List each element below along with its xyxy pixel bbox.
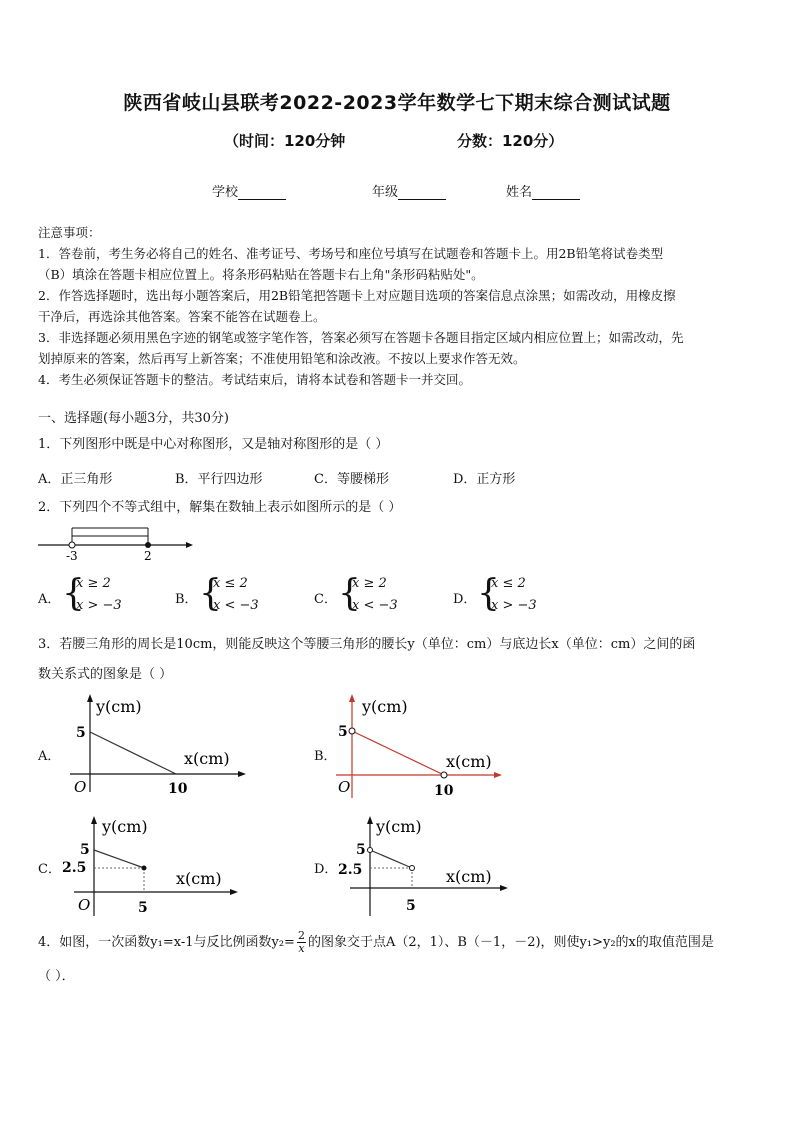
option-line2: x < −3: [352, 598, 398, 613]
q1-option-d[interactable]: D．正方形: [453, 472, 516, 487]
q2-number-line: [36, 522, 196, 564]
y-tick-label: 5: [338, 724, 348, 740]
note-line: 划掉原来的答案，然后再写上新答案；不准使用铅笔和涂改液。不按以上要求作答无效。: [38, 351, 526, 366]
q2-option-b[interactable]: [175, 574, 305, 618]
y-tick-top: 5: [80, 842, 90, 858]
y-tick-mid: 2.5: [338, 862, 363, 878]
y-axis-label: y(cm): [96, 697, 142, 716]
brace-icon: {: [199, 573, 222, 614]
q4-stem-part-a: 4．如图，一次函数y₁=x-1与反比例函数y₂=: [38, 935, 295, 950]
exam-time: （时间：120分钟: [224, 132, 346, 150]
note-line: 2．作答选择题时，选出每小题答案后，用2B铅笔把答题卡上对应题目选项的答案信息点涂黑；如需改动，用橡皮擦: [38, 288, 676, 303]
q3-option-b[interactable]: B．: [314, 749, 337, 764]
grade-field: [372, 181, 446, 200]
brace-icon: {: [338, 573, 361, 614]
page-title: 陕西省岐山县联考2022-2023学年数学七下期末综合测试试题: [123, 92, 671, 114]
x-tick-label: 5: [138, 900, 148, 916]
option-line2: x > −3: [76, 598, 122, 613]
y-axis-label: y(cm): [362, 697, 408, 716]
origin-label: O: [78, 896, 91, 914]
q3-graph-d: [336, 812, 511, 920]
option-letter: C．: [314, 592, 337, 607]
q3-graph-b: [330, 692, 505, 804]
option-line1: x ≤ 2: [491, 576, 526, 591]
note-line: 3．非选择题必须用黑色字迹的钢笔或签字笔作答，答案必须写在答题卡各题目指定区域内相应位置上；如需改动，先: [38, 330, 684, 345]
school-field: [212, 181, 286, 200]
school-label: 学校: [212, 185, 239, 200]
q4-fraction: [297, 930, 306, 955]
q1-option-a[interactable]: A．正三角形: [38, 472, 113, 487]
x-tick-label: 10: [434, 783, 454, 799]
x-axis-label: x(cm): [446, 752, 492, 771]
q1-option-b[interactable]: B．平行四边形: [175, 472, 263, 487]
q1-stem: 1．下列图形中既是中心对称图形，又是轴对称图形的是（ ）: [38, 437, 389, 452]
option-line1: x ≥ 2: [352, 576, 387, 591]
q2-option-d[interactable]: [453, 574, 583, 618]
numberline-left-label: -3: [66, 549, 78, 563]
y-tick-mid: 2.5: [62, 860, 87, 876]
note-line: 4．考生必须保证答题卡的整洁。考试结束后，请将本试卷和答题卡一并交回。: [38, 372, 471, 387]
brace-icon: {: [62, 573, 85, 614]
option-line1: x ≥ 2: [76, 576, 111, 591]
name-label: 姓名: [506, 185, 533, 200]
exam-score: 分数：120分）: [457, 132, 564, 150]
y-axis-label: y(cm): [376, 817, 422, 836]
q3-graph-a: [60, 692, 250, 804]
fraction-numerator: 2: [297, 929, 305, 942]
grade-blank: [398, 186, 446, 200]
y-tick-label: 5: [76, 725, 86, 741]
q1-option-c[interactable]: C．等腰梯形: [314, 472, 389, 487]
q3-graph-c: [60, 812, 240, 920]
x-axis-label: x(cm): [184, 749, 230, 768]
q3-option-a[interactable]: A．: [38, 749, 61, 764]
notes-heading: 注意事项：: [38, 225, 101, 240]
name-field: [506, 181, 580, 200]
y-tick-top: 5: [356, 842, 366, 858]
note-line: （B）填涂在答题卡相应位置上。将条形码粘贴在答题卡右上角"条形码粘贴处"。: [38, 267, 484, 282]
grade-label: 年级: [372, 185, 399, 200]
option-letter: D．: [453, 592, 477, 607]
name-blank: [532, 186, 580, 200]
q4-stem: [38, 930, 758, 955]
q3-option-c[interactable]: C．: [38, 862, 61, 877]
option-line2: x < −3: [213, 598, 259, 613]
brace-icon: {: [477, 573, 500, 614]
option-letter: A．: [38, 592, 61, 607]
q4-stem-line2: （ ）．: [38, 969, 75, 984]
q2-stem: 2．下列四个不等式组中，解集在数轴上表示如图所示的是（ ）: [38, 500, 402, 515]
note-line: 1．答卷前，考生务必将自己的姓名、准考证号、考场号和座位号填写在试题卷和答题卡上。用2B铅笔将试卷类型: [38, 246, 664, 261]
section-heading: 一、选择题(每小题3分，共30分): [38, 411, 229, 426]
school-blank: [238, 186, 286, 200]
x-axis-label: x(cm): [446, 867, 492, 886]
option-line2: x > −3: [491, 598, 537, 613]
fraction-denominator: x: [298, 942, 305, 955]
q3-stem-line2: 数关系式的图象是（ ）: [38, 667, 173, 682]
q2-option-a[interactable]: [38, 574, 168, 618]
x-tick-label: 10: [168, 781, 188, 797]
numberline-right-label: 2: [144, 549, 152, 563]
x-tick-label: 5: [406, 898, 416, 914]
y-axis-label: y(cm): [102, 817, 148, 836]
q2-option-c[interactable]: [314, 574, 444, 618]
q3-option-d[interactable]: D．: [314, 862, 338, 877]
origin-label: O: [338, 778, 351, 796]
q4-stem-part-b: 的图象交于点A（2，1）、B（－1，－2)，则使y₁>y₂的x的取值范围是: [307, 935, 714, 950]
notes-block: [38, 222, 758, 390]
option-letter: B．: [175, 592, 198, 607]
origin-label: O: [74, 778, 87, 796]
q3-stem-line1: 3．若腰三角形的周长是10cm，则能反映这个等腰三角形的腰长y（单位：cm）与底边长x（单位：cm）之间的函: [38, 637, 696, 652]
option-line1: x ≤ 2: [213, 576, 248, 591]
note-line: 干净后，再选涂其他答案。答案不能答在试题卷上。: [38, 309, 326, 324]
x-axis-label: x(cm): [176, 869, 222, 888]
